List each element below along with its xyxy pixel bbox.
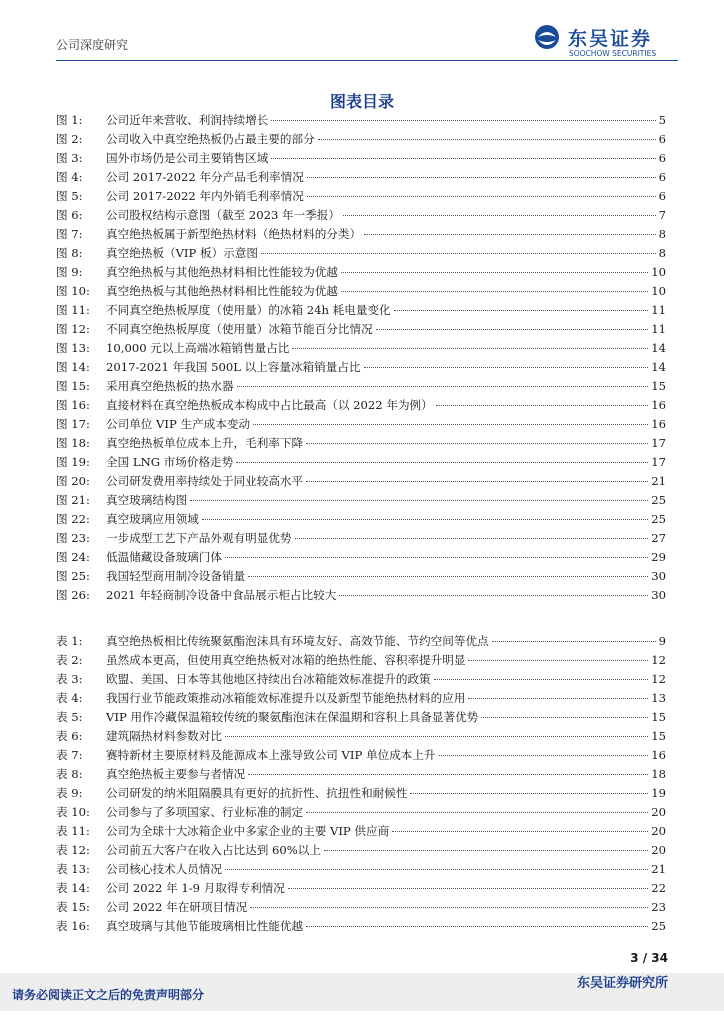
dot-leader [318, 139, 656, 140]
table-label: 表 4: [56, 691, 83, 705]
page-title: 图表目录 [329, 92, 394, 111]
figure-toc-entry[interactable] [56, 301, 666, 320]
table-page-number: 20 [651, 843, 666, 857]
figure-toc-entry[interactable] [56, 130, 666, 149]
figure-page-number: 11 [651, 322, 666, 336]
dot-leader [434, 679, 649, 680]
table-caption: 公司核心技术人员情况 [106, 862, 222, 876]
figure-page-number: 17 [651, 455, 666, 469]
figure-caption: 真空绝热板属于新型绝热材料（绝热材料的分类） [106, 227, 362, 241]
figure-page-number: 16 [651, 417, 666, 431]
table-page-number: 15 [651, 710, 666, 724]
figure-label: 图 20: [56, 474, 90, 488]
dot-leader [364, 367, 649, 368]
figure-caption: 10,000 元以上高端冰箱销售量占比 [106, 341, 290, 355]
table-page-number: 22 [651, 881, 666, 895]
table-caption: VIP 用作冷藏保温箱较传统的聚氨酯泡沫在保温期和容积上具备显著优势 [106, 710, 479, 724]
figure-toc-entry[interactable] [56, 358, 666, 377]
figure-caption: 不同真空绝热板厚度（使用量）的冰箱 24h 耗电量变化 [106, 303, 391, 317]
table-caption: 赛特新材主要原材料及能源成本上涨导致公司 VIP 单位成本上升 [106, 748, 436, 762]
dot-leader [248, 774, 648, 775]
figure-toc-entry[interactable] [56, 529, 666, 548]
table-page-number: 20 [651, 805, 666, 819]
header-divider [56, 60, 678, 61]
company-logo [532, 22, 682, 60]
figure-page-number: 7 [658, 208, 666, 222]
table-caption: 真空绝热板相比传统聚氨酯泡沫具有环境友好、高效节能、节约空间等优点 [106, 634, 489, 648]
table-label: 表 14: [56, 881, 90, 895]
table-label: 表 3: [56, 672, 83, 686]
table-page-number: 20 [651, 824, 666, 838]
table-toc-entry[interactable] [56, 784, 666, 803]
dot-leader [376, 329, 649, 330]
table-page-number: 12 [651, 653, 666, 667]
figure-caption: 我国轻型商用制冷设备销量 [106, 569, 246, 583]
figure-label: 图 14: [56, 360, 90, 374]
figure-toc-entry[interactable] [56, 225, 666, 244]
dot-leader [306, 481, 648, 482]
figure-label: 图 18: [56, 436, 90, 450]
figure-toc-entry[interactable] [56, 263, 666, 282]
dot-leader [341, 291, 648, 292]
dot-leader [237, 386, 649, 387]
figure-label: 图 23: [56, 531, 90, 545]
figure-page-number: 6 [658, 189, 666, 203]
dot-leader [343, 215, 656, 216]
dot-leader [271, 120, 655, 121]
table-toc-entry[interactable] [56, 898, 666, 917]
table-toc-entry[interactable] [56, 879, 666, 898]
dot-leader [202, 519, 648, 520]
dot-leader [307, 196, 656, 197]
dot-leader [439, 755, 649, 756]
table-toc-list [56, 632, 666, 936]
table-toc-entry[interactable] [56, 841, 666, 860]
table-page-number: 16 [651, 748, 666, 762]
footer-institute: 东吴证券研究所 [576, 976, 668, 991]
figure-toc-entry[interactable] [56, 282, 666, 301]
table-caption: 欧盟、美国、日本等其他地区持续出台冰箱能效标准提升的政策 [106, 672, 431, 686]
figure-page-number: 10 [651, 284, 666, 298]
dot-leader [271, 158, 655, 159]
dot-leader [253, 424, 648, 425]
dot-leader [295, 538, 649, 539]
table-toc-entry[interactable] [56, 689, 666, 708]
figure-toc-entry[interactable] [56, 377, 666, 396]
figure-page-number: 17 [651, 436, 666, 450]
figure-caption: 公司股权结构示意图（截至 2023 年一季报） [106, 208, 340, 222]
dot-leader [436, 405, 649, 406]
table-toc-entry[interactable] [56, 746, 666, 765]
figure-page-number: 25 [651, 512, 666, 526]
table-page-number: 15 [651, 729, 666, 743]
dot-leader [261, 253, 656, 254]
table-label: 表 16: [56, 919, 90, 933]
logo-chinese-name: 东吴证券 [568, 28, 653, 50]
figure-toc-entry[interactable] [56, 548, 666, 567]
figure-toc-entry[interactable] [56, 567, 666, 586]
dot-leader [468, 698, 648, 699]
figure-toc-list [56, 111, 666, 605]
figure-toc-entry[interactable] [56, 510, 666, 529]
figure-caption: 公司单位 VIP 生产成本变动 [106, 417, 251, 431]
figure-caption: 公司近年来营收、利润持续增长 [106, 113, 269, 127]
figure-caption: 公司研发费用率持续处于同业较高水平 [106, 474, 304, 488]
figure-page-number: 6 [658, 151, 666, 165]
table-page-number: 23 [651, 900, 666, 914]
figure-page-number: 8 [658, 227, 666, 241]
figure-page-number: 15 [651, 379, 666, 393]
figure-caption: 2021 年轻商制冷设备中食品展示柜占比较大 [106, 588, 337, 602]
figure-caption: 真空绝热板与其他绝热材料相比性能较为优越 [106, 265, 338, 279]
table-page-number: 21 [651, 862, 666, 876]
figure-caption: 公司 2017-2022 年内外销毛利率情况 [106, 189, 304, 203]
footer-disclaimer: 请务必阅读正文之后的免责声明部分 [12, 988, 205, 1002]
table-caption: 公司前五大客户在收入占比达到 60%以上 [106, 843, 321, 857]
figure-page-number: 11 [651, 303, 666, 317]
figure-toc-entry[interactable] [56, 149, 666, 168]
figure-label: 图 3: [56, 151, 83, 165]
figure-label: 图 24: [56, 550, 90, 564]
figure-toc-entry[interactable] [56, 472, 666, 491]
figure-toc-entry[interactable] [56, 320, 666, 339]
figure-label: 图 12: [56, 322, 90, 336]
table-toc-entry[interactable] [56, 765, 666, 784]
figure-caption: 真空绝热板与其他绝热材料相比性能较为优越 [106, 284, 338, 298]
figure-toc-entry[interactable] [56, 586, 666, 605]
figure-page-number: 14 [651, 360, 666, 374]
figure-caption: 2017-2021 年我国 500L 以上容量冰箱销量占比 [106, 360, 361, 374]
table-caption: 虽然成本更高，但使用真空绝热板对冰箱的绝热性能、容积率提升明显 [106, 653, 466, 667]
figure-caption: 国外市场仍是公司主要销售区域 [106, 151, 269, 165]
figure-label: 图 25: [56, 569, 90, 583]
dot-leader [190, 500, 648, 501]
dot-leader [324, 850, 648, 851]
dot-leader [288, 888, 648, 889]
dot-leader [225, 869, 648, 870]
table-label: 表 5: [56, 710, 83, 724]
table-caption: 公司研发的纳米阻隔膜具有更好的抗折性、抗扭性和耐候性 [106, 786, 408, 800]
table-page-number: 9 [658, 634, 666, 648]
table-toc-entry[interactable] [56, 651, 666, 670]
table-caption: 建筑隔热材料参数对比 [106, 729, 222, 743]
figure-toc-entry[interactable] [56, 339, 666, 358]
figure-toc-entry[interactable] [56, 206, 666, 225]
figure-label: 图 10: [56, 284, 90, 298]
figure-caption: 全国 LNG 市场价格走势 [106, 455, 234, 469]
table-page-number: 19 [651, 786, 666, 800]
table-label: 表 6: [56, 729, 83, 743]
dot-leader [394, 310, 649, 311]
table-label: 表 12: [56, 843, 90, 857]
logo-english-name: SOOCHOW SECURITIES [569, 49, 657, 58]
figure-caption: 一步成型工艺下产品外观有明显优势 [106, 531, 292, 545]
table-caption: 真空绝热板主要参与者情况 [106, 767, 246, 781]
dot-leader [468, 660, 648, 661]
figure-label: 图 2: [56, 132, 83, 146]
figure-toc-entry[interactable] [56, 434, 666, 453]
dot-leader [225, 736, 648, 737]
table-toc-entry[interactable] [56, 860, 666, 879]
table-toc-entry[interactable] [56, 708, 666, 727]
figure-label: 图 17: [56, 417, 90, 431]
figure-label: 图 4: [56, 170, 83, 184]
figure-page-number: 14 [651, 341, 666, 355]
table-caption: 公司参与了多项国家、行业标准的制定 [106, 805, 304, 819]
dot-leader [492, 641, 656, 642]
dot-leader [341, 272, 648, 273]
figure-label: 图 15: [56, 379, 90, 393]
figure-page-number: 25 [651, 493, 666, 507]
figure-toc-entry[interactable] [56, 415, 666, 434]
figure-caption: 公司收入中真空绝热板仍占最主要的部分 [106, 132, 315, 146]
table-label: 表 9: [56, 786, 83, 800]
dot-leader [339, 595, 648, 596]
table-toc-entry[interactable] [56, 822, 666, 841]
table-page-number: 25 [651, 919, 666, 933]
dot-leader [250, 907, 648, 908]
figure-caption: 真空绝热板（VIP 板）示意图 [106, 246, 258, 260]
figure-label: 图 7: [56, 227, 83, 241]
table-page-number: 12 [651, 672, 666, 686]
figure-toc-entry[interactable] [56, 396, 666, 415]
dot-leader [306, 443, 648, 444]
figure-page-number: 5 [658, 113, 666, 127]
table-toc-entry[interactable] [56, 803, 666, 822]
figure-toc-entry[interactable] [56, 453, 666, 472]
figure-caption: 采用真空绝热板的热水器 [106, 379, 234, 393]
figure-toc-entry[interactable] [56, 491, 666, 510]
figure-caption: 低温储藏设备玻璃门体 [106, 550, 222, 564]
dot-leader [292, 348, 648, 349]
figure-page-number: 30 [651, 588, 666, 602]
figure-caption: 公司 2017-2022 年分产品毛利率情况 [106, 170, 304, 184]
figure-label: 图 21: [56, 493, 90, 507]
page-number: 3 / 34 [630, 951, 668, 965]
table-label: 表 11: [56, 824, 90, 838]
dot-leader [481, 717, 648, 718]
table-caption: 公司 2022 年 1-9 月取得专利情况 [106, 881, 285, 895]
figure-caption: 真空玻璃结构图 [106, 493, 188, 507]
figure-label: 图 26: [56, 588, 90, 602]
figure-toc-entry[interactable] [56, 187, 666, 206]
figure-caption: 真空绝热板单位成本上升，毛利率下降 [106, 436, 304, 450]
dot-leader [306, 812, 648, 813]
figure-page-number: 6 [658, 132, 666, 146]
figure-label: 图 19: [56, 455, 90, 469]
figure-label: 图 1: [56, 113, 83, 127]
figure-page-number: 8 [658, 246, 666, 260]
dot-leader [248, 576, 648, 577]
table-toc-entry[interactable] [56, 727, 666, 746]
table-toc-entry[interactable] [56, 917, 666, 936]
figure-label: 图 6: [56, 208, 83, 222]
table-label: 表 10: [56, 805, 90, 819]
table-label: 表 2: [56, 653, 83, 667]
table-caption: 公司 2022 年在研项目情况 [106, 900, 248, 914]
figure-page-number: 21 [651, 474, 666, 488]
figure-label: 图 22: [56, 512, 90, 526]
logo-mark-icon [532, 24, 562, 54]
figure-label: 图 13: [56, 341, 90, 355]
table-label: 表 15: [56, 900, 90, 914]
figure-page-number: 10 [651, 265, 666, 279]
dot-leader [306, 926, 648, 927]
figure-page-number: 29 [651, 550, 666, 564]
table-caption: 公司为全球十大冰箱企业中多家企业的主要 VIP 供应商 [106, 824, 390, 838]
figure-caption: 真空玻璃应用领域 [106, 512, 199, 526]
figure-label: 图 9: [56, 265, 83, 279]
figure-caption: 不同真空绝热板厚度（使用量）冰箱节能百分比情况 [106, 322, 373, 336]
header-section-label: 公司深度研究 [56, 38, 129, 52]
figure-label: 图 11: [56, 303, 90, 317]
figure-label: 图 8: [56, 246, 83, 260]
figure-toc-entry[interactable] [56, 111, 666, 130]
figure-toc-entry[interactable] [56, 244, 666, 263]
dot-leader [225, 557, 648, 558]
table-label: 表 1: [56, 634, 83, 648]
table-label: 表 7: [56, 748, 83, 762]
figure-label: 图 5: [56, 189, 83, 203]
figure-label: 图 16: [56, 398, 90, 412]
figure-toc-entry[interactable] [56, 168, 666, 187]
table-label: 表 8: [56, 767, 83, 781]
dot-leader [392, 831, 648, 832]
table-page-number: 13 [651, 691, 666, 705]
table-page-number: 18 [651, 767, 666, 781]
dot-leader [236, 462, 648, 463]
dot-leader [307, 177, 656, 178]
table-caption: 我国行业节能政策推动冰箱能效标准提升以及新型节能绝热材料的应用 [106, 691, 466, 705]
table-toc-entry[interactable] [56, 670, 666, 689]
dot-leader [364, 234, 656, 235]
figure-caption: 直接材料在真空绝热板成本构成中占比最高（以 2022 年为例） [106, 398, 433, 412]
table-label: 表 13: [56, 862, 90, 876]
table-toc-entry[interactable] [56, 632, 666, 651]
table-caption: 真空玻璃与其他节能玻璃相比性能优越 [106, 919, 304, 933]
figure-page-number: 27 [651, 531, 666, 545]
figure-page-number: 6 [658, 170, 666, 184]
dot-leader [410, 793, 648, 794]
figure-page-number: 16 [651, 398, 666, 412]
figure-page-number: 30 [651, 569, 666, 583]
